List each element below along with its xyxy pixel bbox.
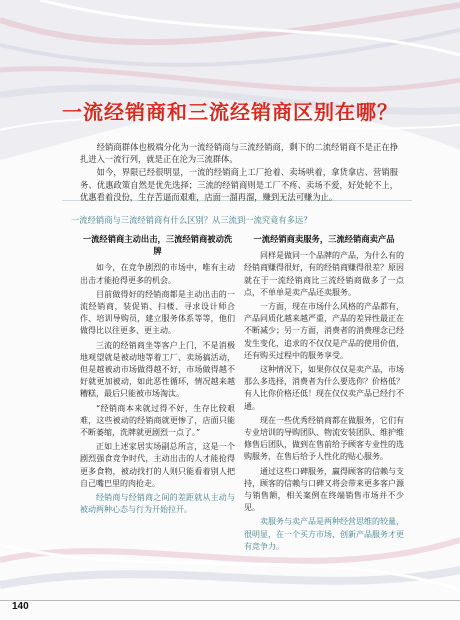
left-column (80, 233, 235, 518)
section-question: 一流经销商与三流经销商有什么区别？从三流到一流究竟有多远？ (71, 215, 312, 225)
footer-divider (0, 600, 460, 601)
body-paragraph: 正如上述家居实场副总所言，这是一个剧烈强食竞争时代，主动出击的人才能抢得更多食物，被动找打的人则只能看着别人把自己嘴巴里的肉抢走。 (80, 442, 235, 488)
body-paragraph: 三流的经销商坐等客户上门，不是消极地观望就是被动地等着工厂、卖场搞活动，但是越被动市场做得越不好，市场做得越不好就更加被动，如此恶性循环，情况越来越糟糕，最后只能被市场淘汰。 (80, 340, 235, 399)
left-column-summary: 经销商与经销商之间的差距就从主动与被动两种心态与行为开始拉开。 (80, 493, 235, 515)
right-column-summary: 卖服务与卖产品是两种经营思维的较量，很明显，在一个买方市场，创新产品服务才更有竞争力。 (244, 517, 404, 551)
page-number: 140 (12, 601, 29, 612)
intro-paragraph: 经销商群体也极端分化为一流经销商与三流经销商，剩下的二流经销商不是正在挣扎进入一流行列，就是正在沦为三流群体。 (80, 142, 398, 165)
left-column-heading: 一流经销商主动出击，三流经销商被动洗牌 (82, 234, 233, 257)
body-paragraph: “经销商本来就过得不好，生存比较艰难，这些被动的经销商就更惨了，店面只能不断萎缩，洗牌就更剧烈一点了。” (80, 403, 235, 438)
body-paragraph: 这种情况下，如果你仅仅是卖产品，市场那么多选择，消费者为什么要选你？价格低？有人比你价格还低！现在仅仅卖产品已经行不通。 (244, 365, 404, 411)
intro-paragraph: 如今，界限已经很明显，一流的经销商上工厂抢着、卖场哄着，拿货拿店、营销服务、优惠政策自然是优先选择；三流的经销商则是工厂不疼、卖场不爱，好处轮不上，优惠看着没份，生存苦逼而艰难，店面一溜再溜，赚到无法可赚为止。 (80, 167, 398, 202)
body-paragraph: 如今，在竞争剧烈的市场中，唯有主动出击才能抢得更多的机会。 (80, 263, 235, 285)
article-title: 一流经销商和三流经销商区别在哪？ (62, 100, 398, 124)
body-paragraph: 目前做得好的经销商都是主动出击的一流经销商，装促销、扫楼、寻求设计师合作、培训导购员，建立服务体系等等，他们做得比以往更多、更主动。 (80, 289, 235, 336)
body-paragraph: 一方面，现在市场什么风格的产品都有，产品同质化越来越严重，产品的差异性最正在不断减少；另一方面，消费者的消费理念已经发生变化，追求的不仅仅是产品的使用价值，还有购买过程中的服务享受。 (244, 302, 404, 360)
right-column (244, 233, 404, 555)
body-paragraph: 现在一些优秀经销商都在做服务，它们有专业培训的导购团队、物流安装团队、维护维修售后团队，做到在售前给予顾客专业性的选购服务，在售后给予人性化的贴心服务。 (244, 415, 404, 462)
body-paragraph: 通过这些口碑服务，赢得顾客的信赖与支持，顾客的信赖与口碑又将会带来更多客户源与销售额，相关案例在终端销售市场并不少见。 (244, 466, 404, 513)
right-column-heading: 一流经销商卖服务，三流经销商卖产品 (253, 234, 395, 244)
body-paragraph: 同样是做同一个品牌的产品，为什么有的经销商赚得很好，有的经销商赚得很差？原因就在于一流经销商比三流经销商做多了一点点，不单单是卖产品还卖服务。 (244, 251, 404, 297)
article-intro (80, 141, 398, 204)
